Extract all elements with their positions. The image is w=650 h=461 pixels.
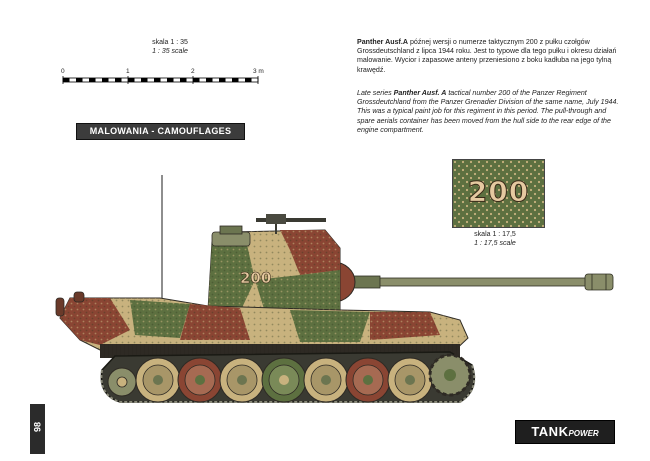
- caption-polish: [357, 38, 625, 75]
- detail-scale-ratio-en: 1 : 17,5 scale: [474, 240, 516, 247]
- detail-scale-ratio: skala 1 : 17,5: [474, 231, 516, 238]
- main-scale-ratio-en: 1 : 35 scale: [152, 48, 188, 55]
- brand-tank: TANK: [531, 424, 569, 439]
- panther-tank-illustration: [40, 170, 625, 425]
- scale-ruler: [60, 68, 265, 90]
- page-number-tab: [30, 404, 45, 454]
- main-scale-ratio: skala 1 : 35: [152, 39, 188, 46]
- caption-english-title: Panther Ausf. A: [393, 89, 447, 97]
- section-title: MALOWANIA - CAMOUFLAGES: [76, 123, 245, 140]
- ruler-tick-1: 1: [126, 68, 130, 75]
- page-number: 98: [32, 422, 43, 433]
- ruler-tick-3: 3 m: [253, 68, 264, 75]
- main-scale-caption: [100, 38, 240, 56]
- main-gun: [340, 274, 613, 290]
- road-wheels: [108, 355, 470, 402]
- caption-english-intro: Late series: [357, 89, 394, 97]
- caption-english: [357, 89, 625, 135]
- ruler-bar: [60, 68, 265, 90]
- caption-polish-body: późnej wersji o numerze taktycznym 200 z pułku czołgów Grossdeutschland z lipca 1944 roku. Jest to typowe dla tego pułku i okresu działań malowanie. Wycior i zapasowe anteny przeniesiono z boku kadłuba na jego tylną krawędź.: [357, 38, 617, 74]
- ruler-tick-2: 2: [191, 68, 195, 75]
- caption-english-body: tactical number 200 of the Panzer Regiment Grossdeutchland from the Panzer Grenadier Division of the same name, July 1944. This was a typical paint job for this regiment in this period. The pull-through and spare aerials container has been moved from the hull side to the rear edge of the engine compartment.: [357, 89, 619, 134]
- brand-power: POWER: [568, 429, 599, 438]
- caption-polish-title: Panther Ausf.A: [357, 38, 408, 46]
- turret: [208, 214, 340, 312]
- turret-number: 200: [240, 269, 272, 287]
- tankpower-logo: [515, 420, 615, 444]
- tactical-number: 200: [467, 175, 530, 208]
- ruler-tick-0: 0: [61, 68, 65, 75]
